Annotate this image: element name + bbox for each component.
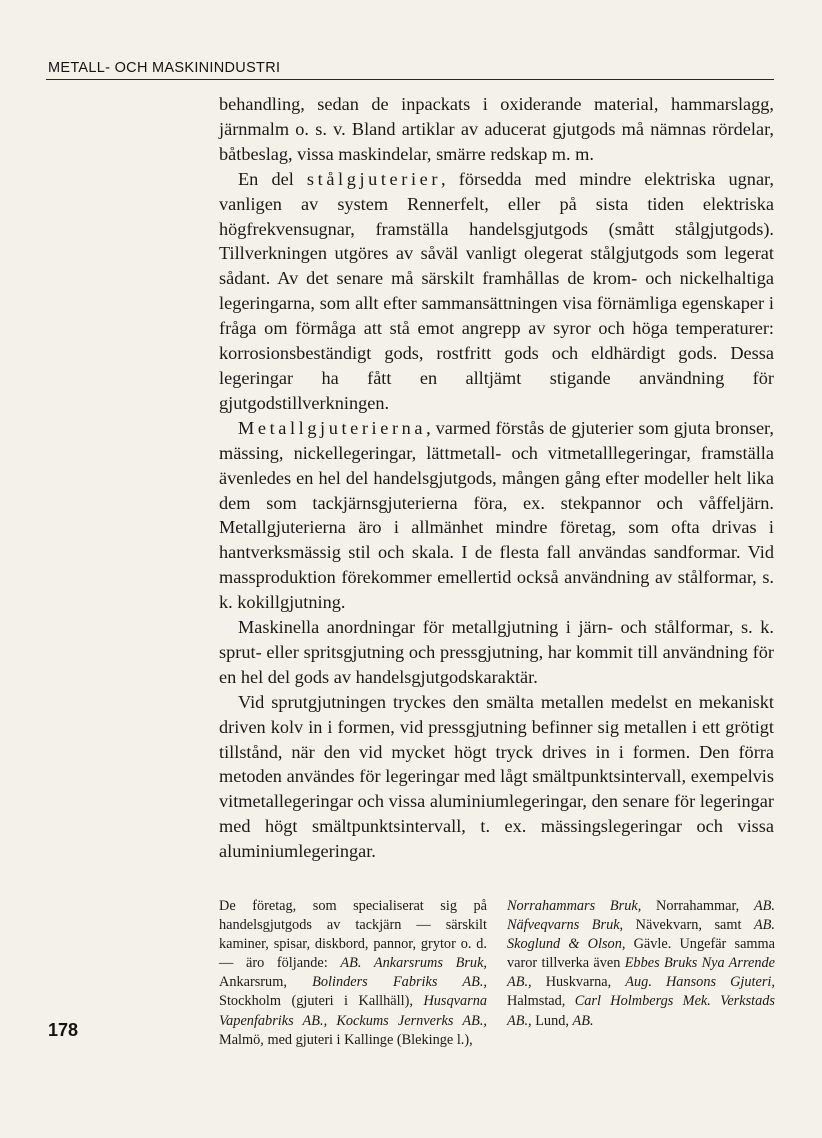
paragraph-5: Vid sprutgjutningen tryckes den smälta metallen medelst en mekaniskt driven kolv in i formen, vid pressgjutning befinner sig metallen i ett grötigt tillstånd, när den vid mycket högt tryck drives in i formen. Den förra metoden användes för legeringar med lågt smältpunktsintervall, exempelvis vitmetallegeringar och vissa aluminiumlegeringar, den senare för legeringar med högt smältpunktsintervall, t. ex. mässingslegeringar och vissa aluminiumlegeringar.	[219, 691, 774, 862]
paragraph-1: behandling, sedan de inpackats i oxiderande material, hammarslagg, järnmalm o. s. v. Bland artiklar av aducerat gjutgods må nämnas rördelar, båtbeslag, vissa maskindelar, smärre redskap m. m.	[219, 94, 774, 164]
company-name: AB. Skoglund & Olson,	[507, 917, 775, 953]
page-number: 178	[48, 1020, 79, 1040]
main-text	[219, 92, 774, 864]
footnote-text: De företag, som specialiserat sig på handelsgjutgods av tackjärn — särskilt kaminer, spisar, diskbord, pannor, grytor o. d. — äro följande:	[219, 898, 487, 972]
company-name: AB.	[572, 1012, 594, 1029]
paragraph-3	[219, 416, 774, 615]
footnote	[219, 897, 775, 1050]
paragraph-3-rest: , varmed förstås de gjuterier som gjuta bronser, mässing, nickellegeringar, lättmetall- och vitmetalllegeringar, framställa ävenledes en hel del handelsgjutgods, mången gång efter modeller helt lika dem som tackjärnsgjuterierna föra, ex. stekpannor och våffeljärn. Metallgjuterierna äro i allmänhet mindre företag, som ofta drivas i hantverksmässig stil och skala. I de flesta fall användas sandformar. Vid massproduktion förekommer emellertid också användning av stålformar, s. k. kokillgjutning.	[219, 417, 774, 613]
footnote-text: Halmstad,	[507, 993, 575, 1010]
header-rule	[46, 79, 774, 80]
footnote-text: Nävekvarn, samt	[623, 917, 754, 934]
company-name: Ebbes Bruks Nya Arrende AB.,	[507, 955, 775, 991]
company-name: AB. Ankarsrums Bruk,	[340, 955, 487, 972]
company-name: Norrahammars Bruk,	[507, 898, 642, 914]
paragraph-4: Maskinella anordningar för metallgjutning i järn- och stålformar, s. k. sprut- eller spritsgjutning och pressgjutning, har kommit till användning för en hel del gods av handelsgjutgodskaraktär.	[219, 617, 774, 687]
footnote-text: Malmö, med gjuteri i Kallinge (Blekinge l.),	[219, 1031, 473, 1048]
company-name: Husqvarna Vapenfabriks AB., Kockums Jernverks AB.,	[219, 993, 487, 1029]
company-name: Carl Holmbergs Mek. Verkstads AB.,	[507, 993, 775, 1029]
footnote-text: Huskvarna,	[531, 974, 626, 991]
footnote-text: Lund,	[531, 1012, 573, 1029]
company-name: Aug. Hansons Gjuteri,	[625, 974, 775, 991]
footnote-column-right	[507, 897, 775, 1050]
term-stalgjuterier: stålgjuterier	[306, 168, 442, 189]
term-metallgjuterierna: Metallgjuterierna	[238, 417, 427, 438]
paragraph-2	[219, 167, 774, 416]
footnote-text: Norrahammar,	[641, 898, 754, 914]
paragraph-2-rest: , försedda med mindre elektriska ugnar, vanligen av system Rennerfelt, eller på sista tiden elektriska högfrekvensugnar, framställa handelsgjutgods (smått stålgjutgods). Tillverkningen utgöres av såväl vanligt olegerat stålgjutgods som legerat sådant. Av det senare må särskilt framhållas de krom- och nickelhaltiga legeringarna, som allt efter sammansättningen visa förnämliga egenskaper i fråga om förmåga att stå emot angrepp av syror och höga temperaturer: korrosionsbeständigt gods, rostfritt gods och eldhärdigt gods. Dessa legeringar ha fått en alltjämt stigande användning för gjutgodstillverkningen.	[219, 168, 774, 413]
running-title: METALL- OCH MASKININDUSTRI	[48, 60, 281, 76]
footnote-text: Stockholm (gjuteri i Kallhäll),	[219, 993, 424, 1010]
footnote-text: Ankarsrum,	[219, 974, 313, 991]
company-name: AB. Näfveqvarns Bruk,	[507, 898, 775, 934]
footnote-text: Gävle. Ungefär samma varor tillverka även	[507, 936, 775, 972]
footnote-column-left	[219, 897, 487, 1050]
paragraph-2-lead: En del	[238, 168, 294, 189]
company-name: Bolinders Fabriks AB.,	[312, 974, 487, 991]
